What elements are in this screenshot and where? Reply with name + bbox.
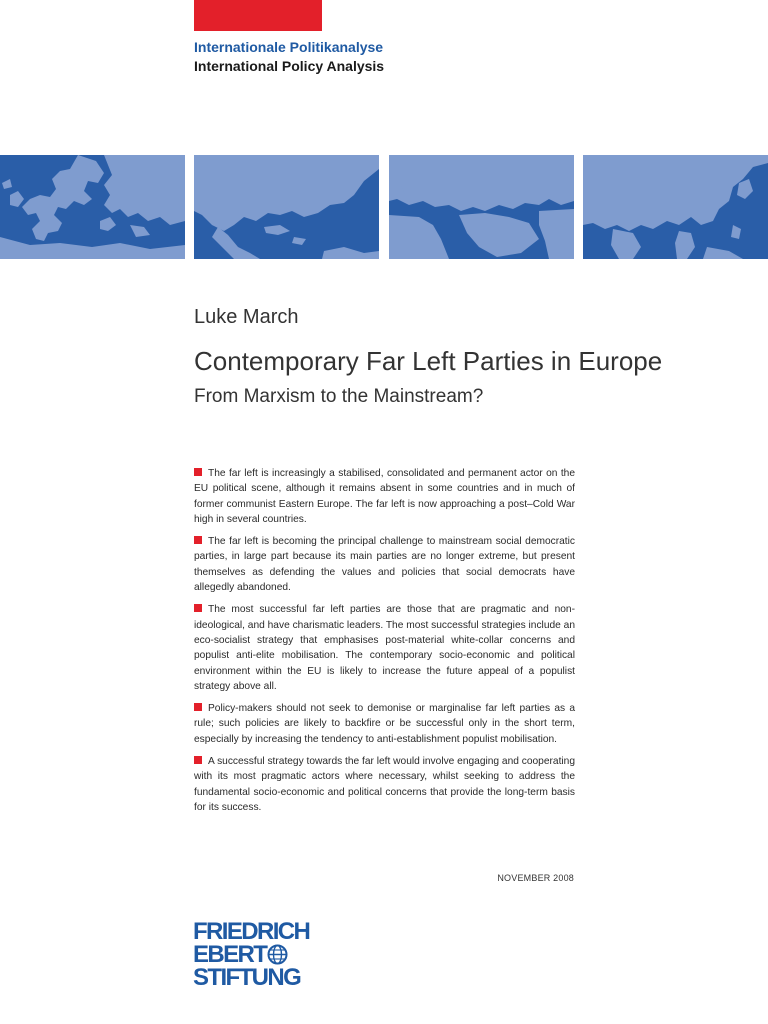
author-name: Luke March	[194, 306, 299, 328]
list-item	[194, 701, 575, 747]
europe-map	[0, 155, 185, 259]
bullet-text: Policy-makers should not seek to demonise or marginalise far left parties as a rule; such policies are likely to backfire or be successful only in the short term, especially by increasing the tendency to anti-establishment populist mobilisation.	[194, 703, 575, 745]
list-item	[194, 602, 575, 694]
document-title: Contemporary Far Left Parties in Europe	[194, 346, 663, 376]
series-title-german: Internationale Politikanalyse	[194, 39, 384, 55]
series-title-english: International Policy Analysis	[194, 58, 385, 74]
red-square-icon	[194, 536, 202, 544]
logo-line-1: FRIEDRICH	[193, 918, 310, 945]
accent-red-bar	[194, 0, 322, 31]
logo-line-3: STIFTUNG	[193, 964, 301, 991]
logo-line-2: EBERT	[193, 941, 267, 968]
map-strip	[0, 155, 768, 259]
fes-logo	[193, 920, 309, 989]
asia-map	[583, 155, 768, 259]
publication-date: NOVEMBER 2008	[497, 873, 574, 883]
bullet-text: The most successful far left parties are those that are pragmatic and non-ideological, and have charismatic leaders. The most successful strategies include an eco-socialist strategy that emphasises post-material white-collar concerns and populist anti-elite mobilisation. The contemporary socio-economic and political environment within the EU is likely to increase the future appeal of a populist strategy above all.	[194, 604, 575, 692]
list-item	[194, 754, 575, 815]
middle-east-map	[389, 155, 574, 259]
list-item	[194, 466, 575, 527]
bullet-text: The far left is increasingly a stabilised, consolidated and permanent actor on the EU political scene, although it remains absent in some countries and in much of former communist Eastern Europe. The far left is now approaching a post–Cold War high in several countries.	[194, 468, 575, 525]
document-subtitle: From Marxism to the Mainstream?	[194, 386, 484, 407]
red-square-icon	[194, 703, 202, 711]
logo-row-2	[193, 943, 309, 966]
bullet-text: The far left is becoming the principal challenge to mainstream social democratic parties, in large part because its main parties are no longer extreme, but present themselves as defending the values and policies that social democrats have allegedly abandoned.	[194, 536, 575, 594]
list-item	[194, 534, 575, 595]
red-square-icon	[194, 468, 202, 476]
red-square-icon	[194, 756, 202, 764]
red-square-icon	[194, 604, 202, 612]
globe-icon	[267, 944, 288, 965]
bullet-text: A successful strategy towards the far left would involve engaging and cooperating with its most pragmatic actors where necessary, whilst seeking to address the fundamental socio-economic and political concerns that provide the long-term basis for its success.	[194, 756, 575, 813]
key-points-list	[194, 466, 575, 822]
north-america-map	[194, 155, 379, 259]
